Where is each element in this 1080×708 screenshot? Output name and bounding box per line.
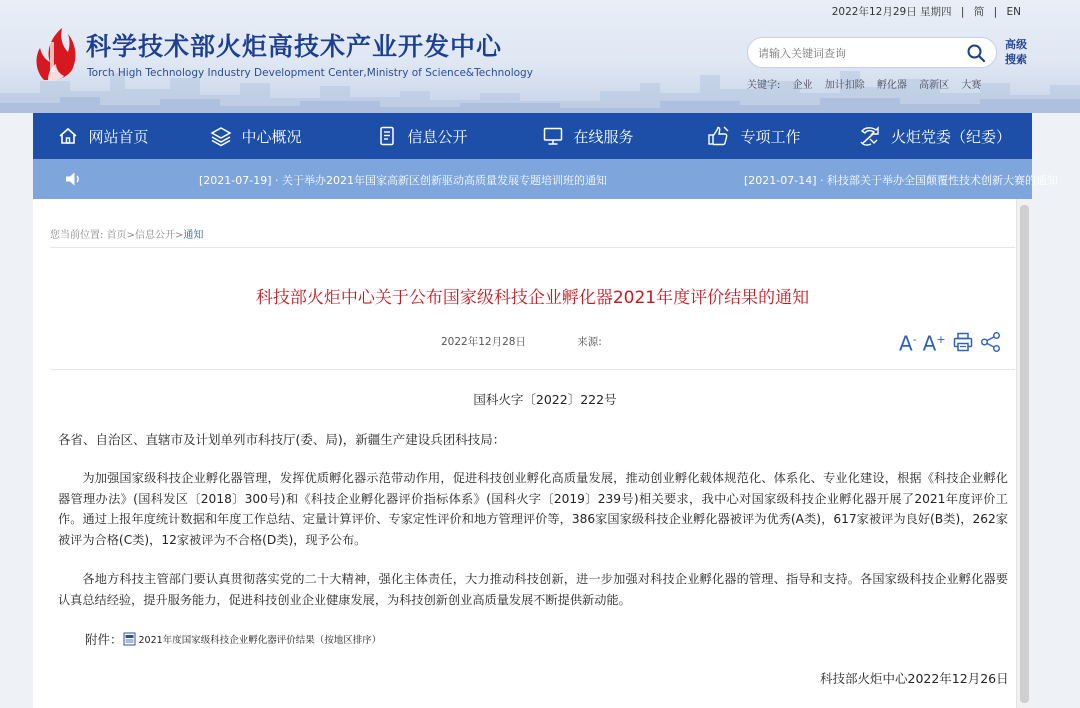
lang-english-link[interactable]: EN: [1006, 6, 1021, 18]
nav-label: 在线服务: [573, 127, 634, 146]
search-icon[interactable]: [966, 43, 986, 63]
share-icon[interactable]: [980, 331, 1002, 353]
nav-label: 专项工作: [740, 127, 801, 146]
print-icon[interactable]: [952, 331, 974, 353]
ticker-news-link[interactable]: [2021-07-19] · 关于举办2021年国家高新区创新驱动高质量发展专题培训班的通知: [199, 174, 607, 187]
attachment-label: 附件：: [85, 632, 123, 647]
lang-simplified-link[interactable]: 简: [973, 6, 985, 18]
nav-item-party-committee[interactable]: [837, 113, 1032, 159]
divider: [50, 247, 1015, 248]
site-header: [0, 0, 1080, 113]
scrollbar[interactable]: [1016, 199, 1032, 708]
hand-pointer-icon: [707, 125, 731, 147]
nav-label: 网站首页: [88, 127, 149, 146]
nav-label: 信息公开: [407, 127, 468, 146]
salutation: 各省、自治区、直辖市及计划单列市科技厅(委、局)，新疆生产建设兵团科技局：: [58, 432, 506, 447]
keyword-link[interactable]: 孵化器: [876, 80, 907, 91]
article-paragraph: 为加强国家级科技企业孵化器管理，发挥优质孵化器示范带动作用，促进科技创业孵化高质量发展，推动创业孵化载体规范化、体系化、专业化建设，根据《科技企业孵化器管理办法》(国科发区〔2018〕300号)和《科技企业孵化器评价指标体系》(国科火字〔2019〕239号)相关要求，我中心对国家级科技企业孵化器开展了2021年度评价工作。通过上报年度统计数据和年度工作总结、定量计算评价、专家定性评价和地方管理评价等，386家国家级科技企业孵化器被评为优秀(A类)，617家被评为良好(B类)，262家被评为合格(C类)，12家被评为不合格(D类)，现予公布。: [58, 471, 1008, 547]
main-nav: [33, 113, 1032, 159]
nav-item-overview[interactable]: [173, 113, 339, 159]
font-increase-icon[interactable]: A+: [922, 331, 946, 356]
keyword-link[interactable]: 加计扣除: [824, 80, 865, 91]
keyword-label: 关键字:: [747, 80, 781, 91]
layers-icon: [210, 125, 232, 147]
file-icon: [123, 632, 137, 646]
news-ticker: [33, 159, 1058, 199]
search-input[interactable]: [758, 44, 958, 62]
keyword-list: [747, 76, 990, 91]
document-number: 国科火字〔2022〕222号: [473, 392, 617, 407]
site-title: 科学技术部火炬高技术产业开发中心: [86, 32, 503, 61]
attachment-row: [85, 630, 381, 648]
home-icon: [57, 125, 79, 147]
breadcrumb-current[interactable]: 通知: [183, 230, 204, 241]
nav-item-info-disclosure[interactable]: [339, 113, 505, 159]
article-tools: [899, 329, 1008, 355]
keyword-link[interactable]: 高新区: [919, 80, 950, 91]
scrollbar-thumb[interactable]: [1020, 205, 1029, 703]
site-subtitle: Torch High Technology Industry Development Center,Ministry of Science&Technology: [87, 67, 533, 79]
keyword-link[interactable]: 企业: [792, 80, 813, 91]
breadcrumb-prefix: 您当前位置:: [50, 230, 104, 241]
nav-item-home[interactable]: [33, 113, 173, 159]
divider: [50, 369, 1015, 370]
top-bar: [829, 4, 1024, 19]
document-icon: [376, 125, 398, 147]
nav-label: 中心概况: [241, 127, 302, 146]
signature: 科技部火炬中心2022年12月26日: [820, 671, 1009, 686]
publish-date: 2022年12月28日: [441, 336, 526, 348]
advanced-search-link[interactable]: 高级搜索: [1005, 38, 1027, 66]
nav-label: 火炬党委（纪委）: [890, 127, 1011, 146]
source-label: 来源:: [577, 336, 602, 348]
party-emblem-icon: [858, 125, 882, 147]
breadcrumb-separator: >: [174, 230, 184, 241]
article-paragraph: 各地方科技主管部门要认真贯彻落实党的二十大精神，强化主体责任，大力推动科技创新，进一步加强对科技企业孵化器的管理、指导和支持。各国家级科技企业孵化器要认真总结经验，提升服务能力，促进科技创业企业健康发展，为科技创新创业高质量发展不断提供新动能。: [58, 572, 1008, 607]
article-meta: [441, 334, 602, 349]
breadcrumb-separator: >: [126, 230, 135, 241]
speaker-icon: [63, 169, 83, 189]
nav-item-special-work[interactable]: [671, 113, 837, 159]
attachment-link[interactable]: 2021年度国家级科技企业孵化器评价结果（按地区排序）: [138, 635, 382, 646]
font-decrease-icon[interactable]: A-: [899, 331, 917, 356]
article-panel: [33, 199, 1032, 708]
breadcrumb: [50, 226, 203, 241]
torch-logo-icon: [30, 22, 80, 84]
separator: |: [993, 6, 998, 18]
search-box: [747, 37, 997, 68]
breadcrumb-section-link[interactable]: 信息公开: [134, 230, 175, 241]
article-title: 科技部火炬中心关于公布国家级科技企业孵化器2021年度评价结果的通知: [255, 288, 810, 308]
date-display: 2022年12月29日 星期四: [831, 6, 952, 18]
keyword-link[interactable]: 大赛: [961, 80, 982, 91]
ticker-news-link[interactable]: [2021-07-14] · 科技部关于举办全国颠覆性技术创新大赛的通知: [744, 174, 1058, 187]
nav-item-online-service[interactable]: [505, 113, 671, 159]
breadcrumb-home-link[interactable]: 首页: [106, 230, 127, 241]
separator: |: [960, 6, 965, 18]
monitor-icon: [542, 125, 564, 147]
